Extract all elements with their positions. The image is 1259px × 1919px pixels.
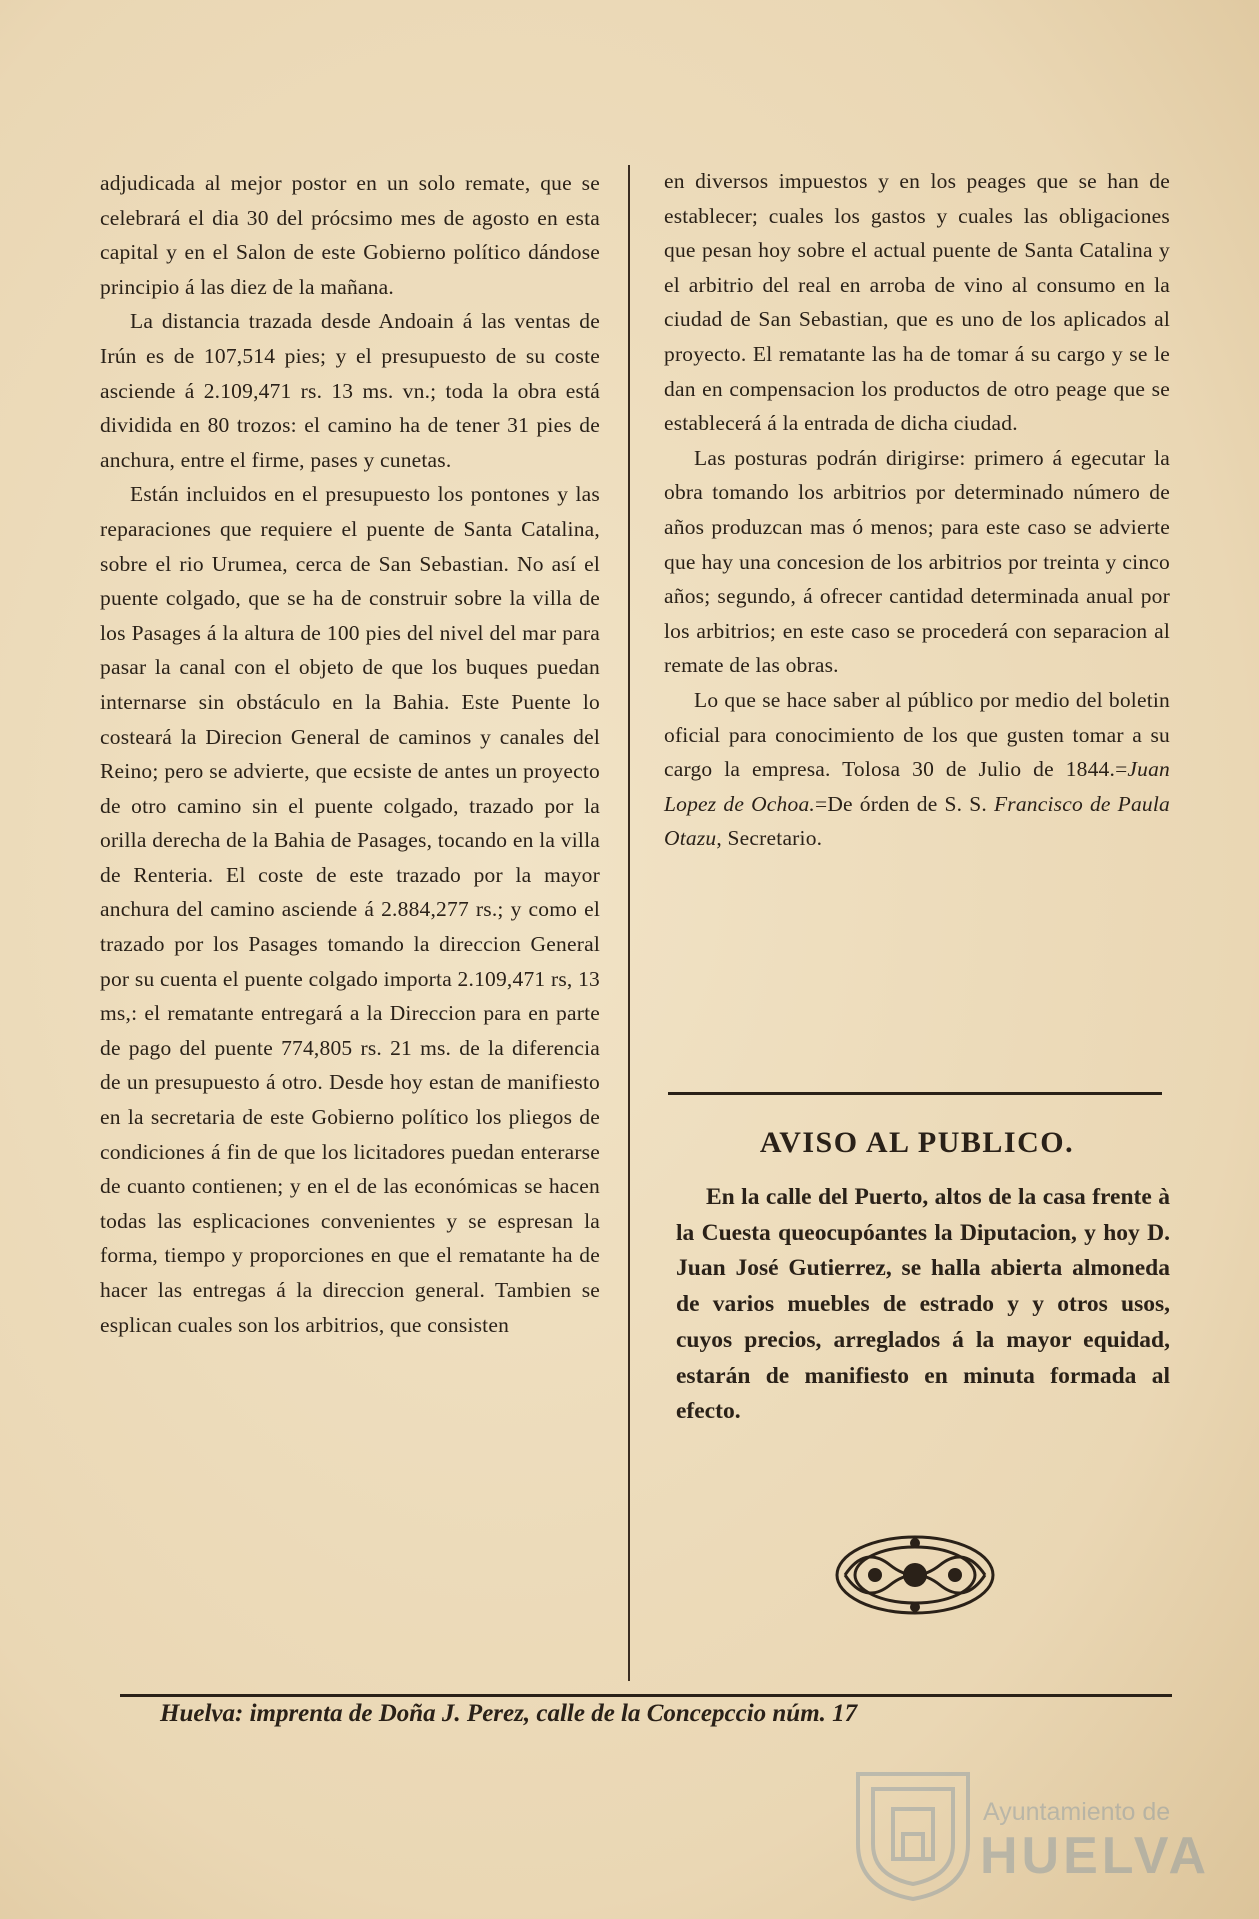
left-paragraph-2: La distancia trazada desde Andoain á las ventas de Irún es de 107,514 pies; y el presupuesto de su coste asciende á 2.109,471 rs. 13 ms. vn.; toda la obra está dividida en 80 trozos: el camino ha de tener 31 pies de anchura, entre el firme, pases y cunetas. (100, 309, 600, 472)
city-shield-icon (848, 1764, 978, 1904)
left-column (100, 166, 600, 1342)
ornament-vignette-icon (830, 1530, 1000, 1620)
section-rule (668, 1092, 1162, 1095)
watermark-line-2: HUELVA (980, 1827, 1211, 1885)
aviso-paragraph: En la calle del Puerto, altos de la casa frente à la Cuesta queocupóantes la Diputacion, y hoy D. Juan José Gutierrez, se halla abierta almoneda de varios muebles de estrado y y otros usos, cuyos precios, arreglados á la mayor equidad, estarán de manifiesto en minuta formada al efecto. (676, 1184, 1170, 1425)
right-paragraph-1: en diversos impuestos y en los peages que se han de establecer; cuales los gastos y cuales las obligaciones que pesan hoy sobre el actual puente de Santa Catalina y el arbitrio del real en arroba de vino al consumo en la ciudad de San Sebastian, que es uno de los aplicados al proyecto. El rematante las ha de tomar á su cargo y se le dan en compensacion los productos de otro peage que se establecerá á la entrada de dicha ciudad. (664, 169, 1170, 436)
secretary-text: , Secretario. (716, 826, 823, 851)
signature-francisco-otazu: Francisco de Paula Otazu (664, 791, 1170, 851)
column-divider (628, 165, 630, 1681)
printer-footer: Huelva: imprenta de Doña J. Perez, calle de la Concepccio núm. 17 (160, 1700, 858, 1727)
right-paragraph-3: Lo que se hace saber al público por medio del boletin oficial para conocimiento de los que gusten tomar a su cargo la empresa. Tolosa 30 de Julio de 1844.=Juan Lopez de Ochoa.=De órden de S. S. Francisco de Paula Otazu, Secretario. (664, 687, 1170, 851)
aviso-title: AVISO AL PUBLICO. (759, 1126, 1075, 1159)
archive-watermark (848, 1758, 1211, 1908)
footer-rule (120, 1694, 1172, 1697)
signature-juan-lopez: Juan Lopez de Ochoa. (664, 757, 1170, 816)
order-text: De órden de S. S. (827, 791, 987, 816)
left-paragraph-3: Están incluidos en el presupuesto los pontones y las reparaciones que requiere el puente de Santa Catalina, sobre el rio Urumea, cerca de San Sebastian. No así el puente colgado, que se ha de construir sobre la villa de los Pasages á la altura de 100 pies del nivel del mar para pasar la canal con el objeto de que los buques puedan internarse sin obstáculo en la Bahia. Este Puente lo costeará la Direcion General de caminos y canales del Reino; pero se advierte, que ecsiste de antes un proyecto de otro camino sin el puente colgado, trazado por la orilla derecha de la Bahia de Pasages, tocando en la villa de Renteria. El coste de este trazado por la mayor anchura del camino asciende á 2.884,277 rs.; y como el trazado por los Pasages tomando la direccion General por su cuenta el puente colgado importa 2.109,471 rs, 13 ms,: el rematante entregará a la Direccion para en parte de pago del puente 774,805 rs. 21 ms. de la diferencia de un presupuesto á otro. Desde hoy estan de manifiesto en la secretaria de este Gobierno político los pliegos de condiciones á fin de que los licitadores puedan enterarse de cuanto contienen; y en el de las económicas se hacen todas las esplicaciones convenientes y se espresan la forma, tiempo y proporciones en que el rematante ha de hacer las entregas á la direccion general. Tambien se esplican cuales son los arbitrios, que consisten (100, 482, 600, 1337)
right-paragraph-2: Las posturas podrán dirigirse: primero á egecutar la obra tomando los arbitrios por determinado número de años produzcan mas ó menos; para este caso se advierte que hay una concesion de los arbitrios por treinta y cinco años; segundo, á ofrecer cantidad determinada anual por los arbitrios; en este caso se procederá con separacion al remate de las obras. (664, 445, 1170, 678)
right-column (664, 164, 1170, 856)
aviso-body (676, 1180, 1170, 1430)
notice-text: Lo que se hace saber al público por medio del boletin oficial para conocimiento de los que gusten tomar a su cargo la empresa. Tolosa 30 de Julio de 1844. (664, 687, 1170, 782)
watermark-line-1: Ayuntamiento de (983, 1798, 1171, 1826)
left-paragraph-1: adjudicada al mejor postor en un solo remate, que se celebrará el dia 30 del prócsimo mes de agosto en esta capital y en el Salon de este Gobierno político dándose principio á las diez de la mañana. (100, 171, 600, 299)
